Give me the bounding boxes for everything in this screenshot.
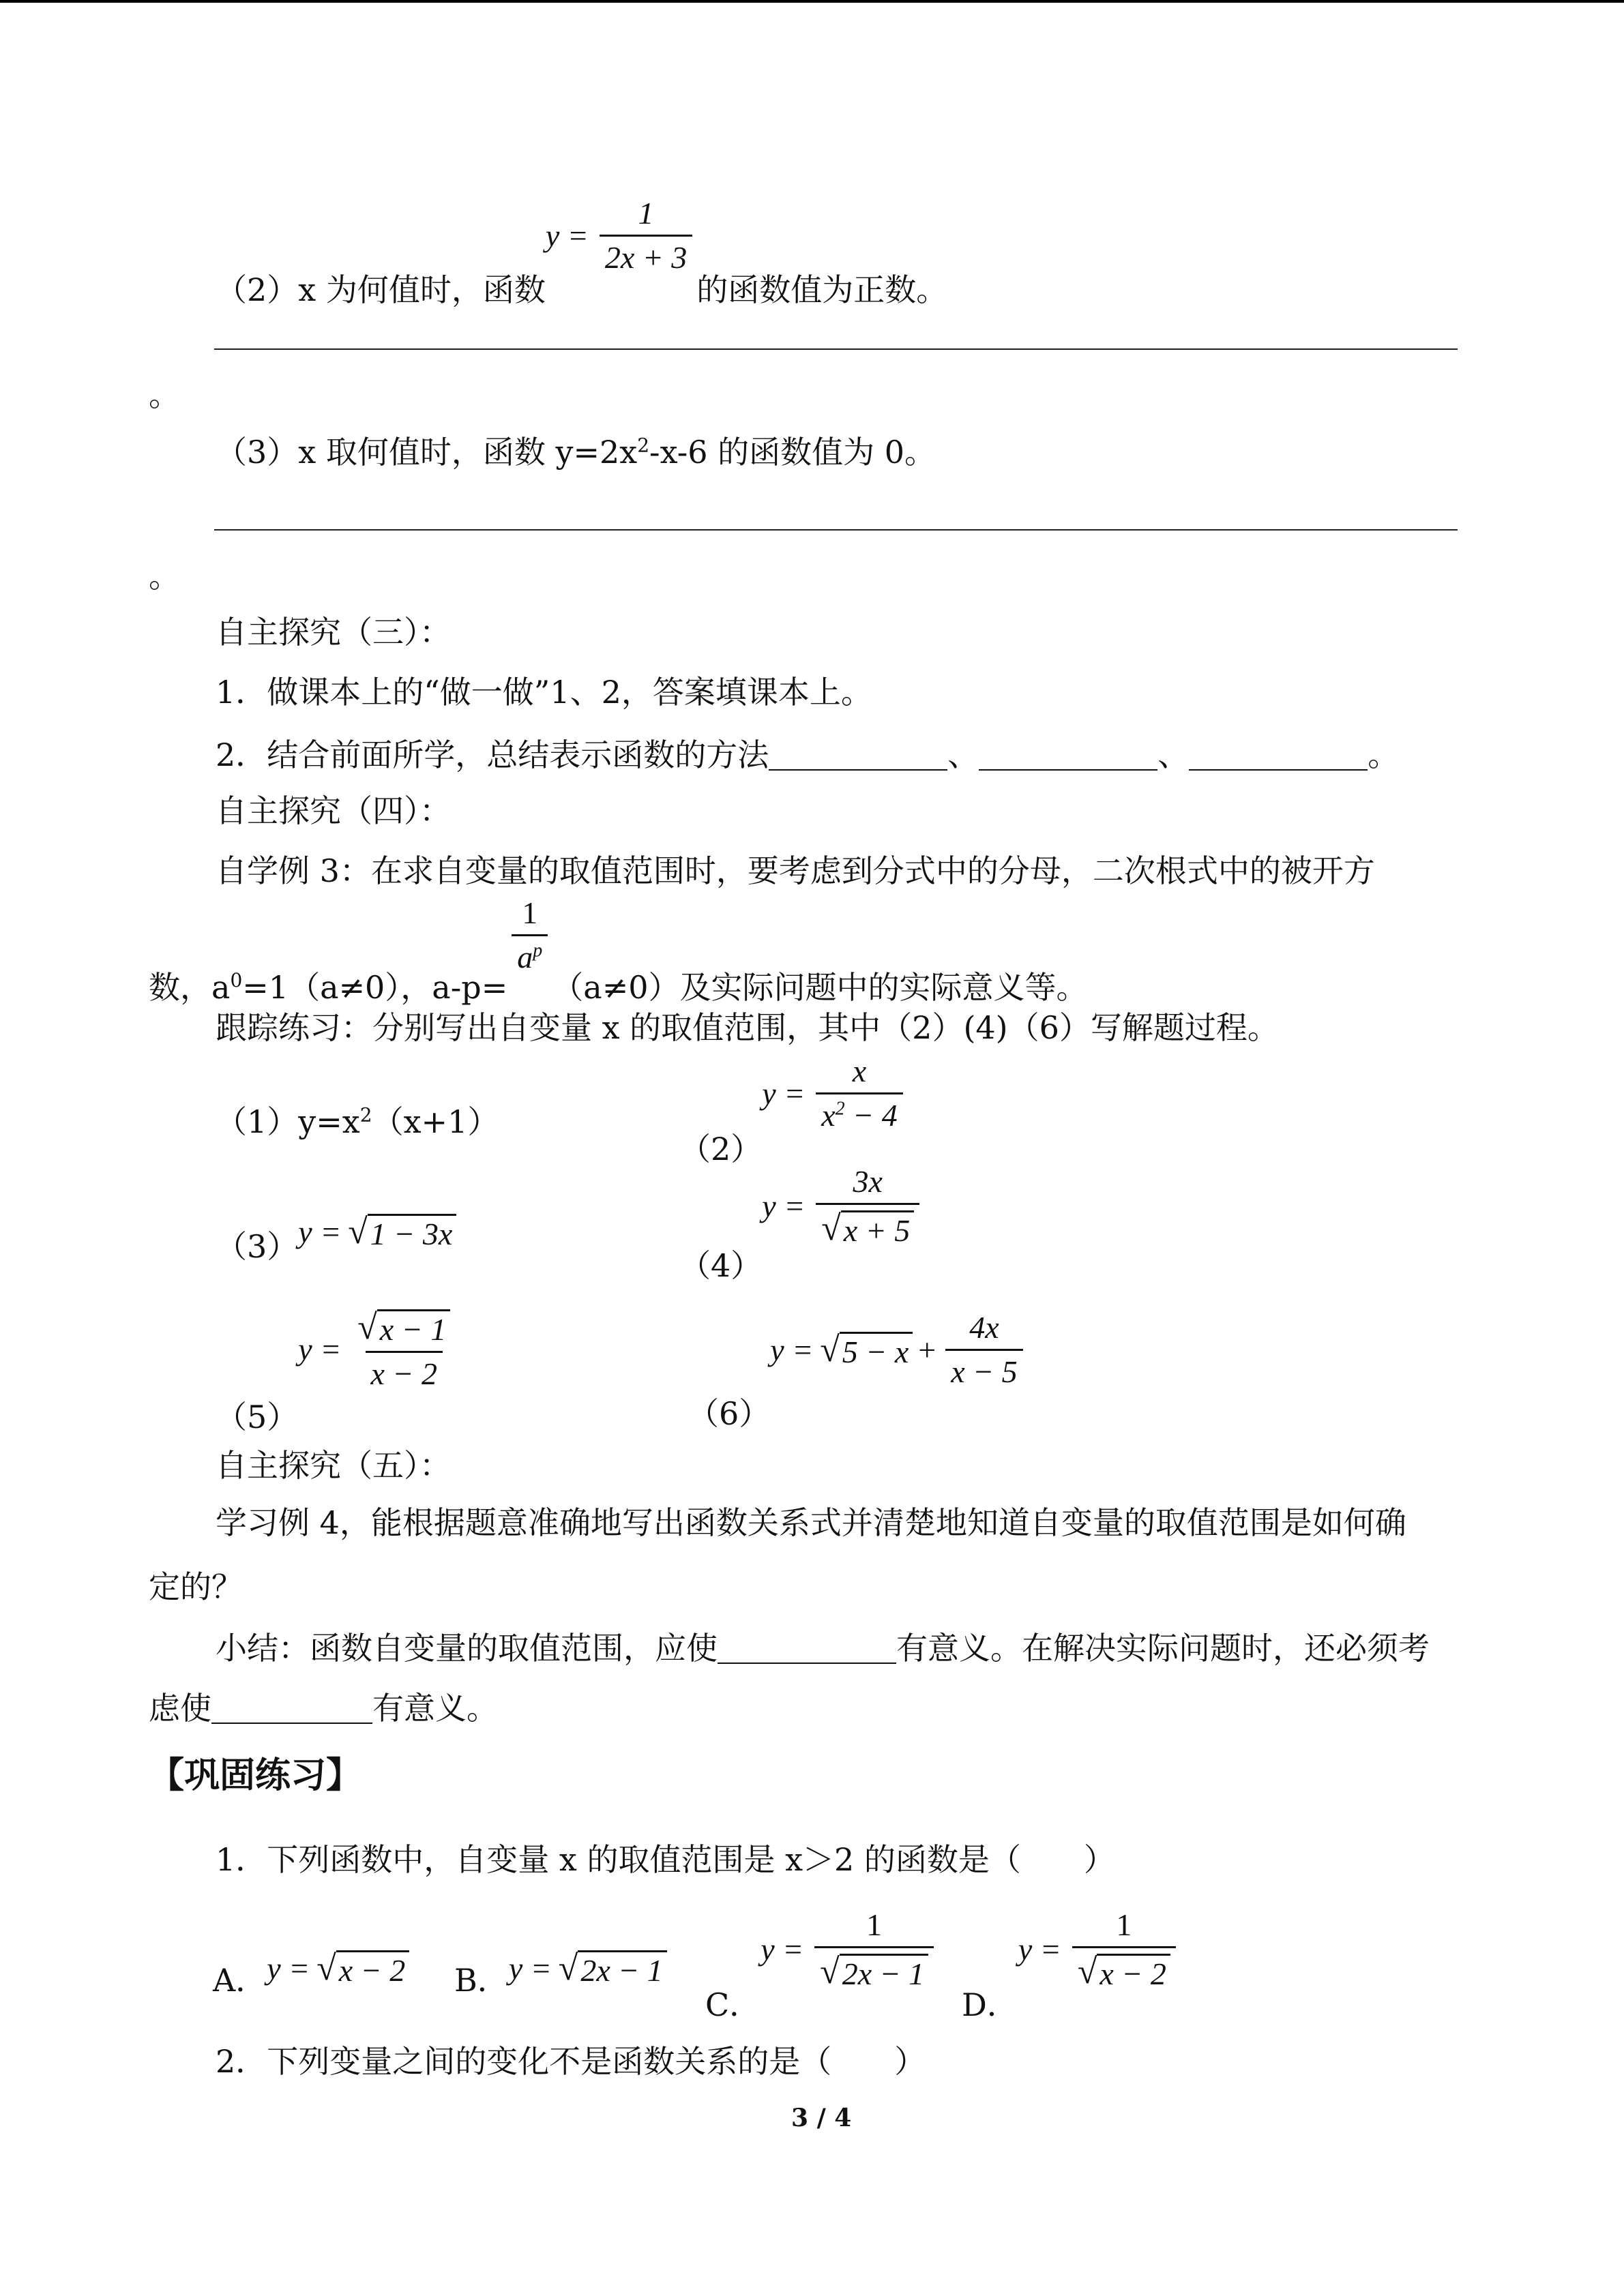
- option-b-label: B．: [454, 1961, 509, 1999]
- tracking-practice: 跟踪练习：分别写出自变量 x 的取值范围，其中（2）(4)（6）写解题过程。: [216, 1009, 1279, 1046]
- question-2-suffix: 的函数值为正数。: [696, 271, 948, 308]
- option-d-formula: [1018, 1909, 1180, 1990]
- sqrt-symbol-icon: √: [558, 1949, 578, 1988]
- fraction-denominator: 2x + 3: [600, 235, 692, 273]
- question-2: [216, 196, 948, 308]
- formula-lhs: y =: [770, 1332, 814, 1367]
- plus-sign: +: [918, 1332, 936, 1367]
- line-2-text-b: =1（a≠0），a-p=: [242, 968, 508, 1006]
- fraction-denominator: [814, 1946, 934, 1990]
- fraction-numerator: 4x: [969, 1310, 999, 1345]
- fraction-numerator: 1: [1116, 1907, 1132, 1942]
- page-top-border: [0, 0, 1624, 3]
- item-2: [679, 1054, 907, 1167]
- summary-line-2: [149, 1690, 498, 1727]
- item-2-label: （2）: [679, 1130, 763, 1167]
- item-1-label: （1）y=x: [216, 1103, 360, 1140]
- option-c[interactable]: [705, 1907, 938, 2023]
- option-d-label: D．: [962, 1986, 1018, 2023]
- period-1: 。: [149, 376, 180, 413]
- fill-blank-1[interactable]: [769, 738, 947, 771]
- item-5-label: （5）: [216, 1399, 299, 1435]
- answer-line-1: [214, 348, 1458, 350]
- sqrt-symbol-icon: √: [820, 1330, 840, 1369]
- fraction-denominator: [1072, 1946, 1176, 1990]
- radicand: 2x − 1: [578, 1950, 666, 1986]
- answer-line-2: [214, 529, 1458, 531]
- option-b-formula: [509, 1950, 667, 1986]
- fraction-numerator: 1: [638, 196, 654, 230]
- item-6: [688, 1310, 1027, 1432]
- question-3: [216, 434, 936, 471]
- item-4-label: （4）: [679, 1247, 763, 1284]
- line-2-sup: 0: [230, 969, 243, 992]
- sqrt-expression: [357, 1309, 450, 1345]
- period-2: 。: [149, 558, 180, 595]
- formula-lhs: y =: [1018, 1932, 1061, 1967]
- radicand: x − 1: [377, 1309, 450, 1345]
- formula-lhs: y =: [761, 1932, 804, 1967]
- option-a[interactable]: [213, 1949, 409, 1999]
- item-3-formula: [298, 1214, 456, 1250]
- fraction-denominator: [816, 1092, 902, 1131]
- a-power-fraction: [512, 897, 548, 973]
- section-5-line-2: 定的？: [149, 1568, 243, 1605]
- formula-lhs: y =: [298, 1214, 342, 1249]
- section-3-item-2: [216, 738, 1399, 771]
- den-base: a: [517, 940, 533, 974]
- item-4: [679, 1164, 924, 1284]
- item-6-label: （6）: [688, 1395, 771, 1432]
- fill-blank-2[interactable]: [979, 738, 1157, 771]
- separator-1: 、: [947, 736, 979, 773]
- fill-blank-4[interactable]: [718, 1631, 896, 1664]
- item-2-text: 2．结合前面所学，总结表示函数的方法: [216, 736, 769, 773]
- fraction-numerator: 3x: [853, 1164, 883, 1199]
- question-2-formula: [546, 198, 696, 273]
- summary-text-c: 虑使: [149, 1690, 211, 1727]
- fraction-numerator: [352, 1309, 456, 1351]
- formula-lhs: y =: [298, 1332, 342, 1367]
- item-5: [216, 1308, 460, 1435]
- fill-blank-5[interactable]: [211, 1691, 372, 1724]
- fraction-denominator: [512, 934, 548, 973]
- sqrt-symbol-icon: √: [348, 1212, 368, 1251]
- sqrt-expression: [348, 1214, 456, 1250]
- fraction-numerator: 1: [866, 1907, 883, 1942]
- item-6-formula: [770, 1312, 1027, 1388]
- item-5-formula: [298, 1309, 460, 1390]
- den-exponent: 2: [835, 1098, 845, 1120]
- sqrt-expression: [821, 1210, 914, 1247]
- page-number: 3 / 4: [791, 2104, 852, 2132]
- fraction-denominator: x − 2: [366, 1351, 443, 1390]
- practice-heading: 【巩固练习】: [149, 1755, 362, 1796]
- question-2-prefix: （2）x 为何值时，函数: [216, 271, 546, 308]
- sqrt-symbol-icon: √: [316, 1949, 336, 1988]
- sqrt-symbol-icon: √: [820, 1952, 840, 1991]
- summary-text-a: 小结：函数自变量的取值范围，应使: [216, 1630, 718, 1667]
- fraction-numerator: x: [852, 1054, 867, 1088]
- sqrt-symbol-icon: √: [1077, 1952, 1097, 1991]
- fill-blank-3[interactable]: [1189, 738, 1368, 771]
- sqrt-expression: [1078, 1954, 1170, 1990]
- radicand: x + 5: [841, 1210, 914, 1247]
- section-3-title: 自主探究（三）：: [216, 614, 451, 651]
- formula-lhs: y =: [508, 1950, 552, 1986]
- item-4-formula: [762, 1166, 924, 1247]
- sqrt-expression: [820, 1332, 913, 1368]
- radicand: x − 2: [336, 1950, 409, 1986]
- item-1: [216, 1103, 499, 1140]
- item-2-end: 。: [1368, 736, 1400, 773]
- sqrt-symbol-icon: √: [821, 1209, 841, 1248]
- item-3-label: （3）: [216, 1227, 299, 1265]
- option-c-formula: [761, 1909, 938, 1990]
- line-2-text-a: 数，a: [149, 968, 231, 1006]
- summary-text-b: 有意义。在解决实际问题时，还必须考: [896, 1630, 1430, 1667]
- fraction-denominator: [816, 1203, 919, 1247]
- item-1-sup: 2: [359, 1103, 372, 1127]
- sqrt-symbol-icon: √: [357, 1308, 377, 1347]
- question-3-sup: 2: [637, 434, 650, 457]
- line-2-text-c: （a≠0）及实际问题中的实际意义等。: [552, 968, 1088, 1006]
- section-4-line-1: 自学例 3：在求自变量的取值范围时，要考虑到分式中的分母，二次根式中的被开方: [216, 852, 1375, 889]
- separator-2: 、: [1157, 736, 1190, 773]
- section-4-title: 自主探究（四）：: [216, 792, 451, 829]
- section-3-item-1: 1．做课本上的“做一做”1、2，答案填课本上。: [216, 674, 872, 711]
- practice-question-2: 2．下列变量之间的变化不是函数关系的是（ ）: [216, 2043, 926, 2080]
- sqrt-expression: [820, 1954, 928, 1990]
- option-a-label: A．: [213, 1961, 267, 1999]
- summary-line-1: [216, 1630, 1430, 1667]
- item-2-formula: [762, 1056, 906, 1131]
- radicand: x − 2: [1097, 1954, 1170, 1990]
- fraction-numerator: 1: [522, 895, 538, 930]
- option-a-formula: [267, 1950, 409, 1986]
- section-5-title: 自主探究（五）：: [216, 1447, 451, 1484]
- item-1-rest: （x+1）: [372, 1103, 499, 1140]
- question-3-text-b: -x-6 的函数值为 0。: [649, 434, 936, 471]
- den-exponent: p: [533, 940, 543, 961]
- item-3: [216, 1212, 456, 1265]
- summary-text-d: 有意义。: [372, 1690, 498, 1727]
- formula-lhs: y =: [267, 1950, 310, 1986]
- radicand: 5 − x: [840, 1332, 913, 1368]
- sqrt-expression: [559, 1950, 667, 1986]
- fraction-denominator: x − 5: [945, 1349, 1022, 1388]
- section-5-line-1: 学习例 4，能根据题意准确地写出函数关系式并清楚地知道自变量的取值范围是如何确: [216, 1504, 1406, 1541]
- option-c-label: C．: [705, 1986, 761, 2023]
- practice-question-1: 1．下列函数中，自变量 x 的取值范围是 x＞2 的函数是（ ）: [216, 1841, 1115, 1878]
- den-base: x: [821, 1098, 836, 1133]
- sqrt-expression: [316, 1950, 409, 1986]
- formula-lhs: y =: [545, 218, 589, 253]
- option-b[interactable]: [454, 1949, 667, 1999]
- radicand: 1 − 3x: [368, 1214, 456, 1250]
- formula-lhs: y =: [762, 1075, 806, 1111]
- radicand: 2x − 1: [840, 1954, 928, 1990]
- den-rest: − 4: [844, 1098, 898, 1133]
- formula-lhs: y =: [762, 1189, 806, 1223]
- option-d[interactable]: [962, 1907, 1180, 2023]
- question-3-text-a: （3）x 取何值时，函数 y=2x: [216, 434, 638, 471]
